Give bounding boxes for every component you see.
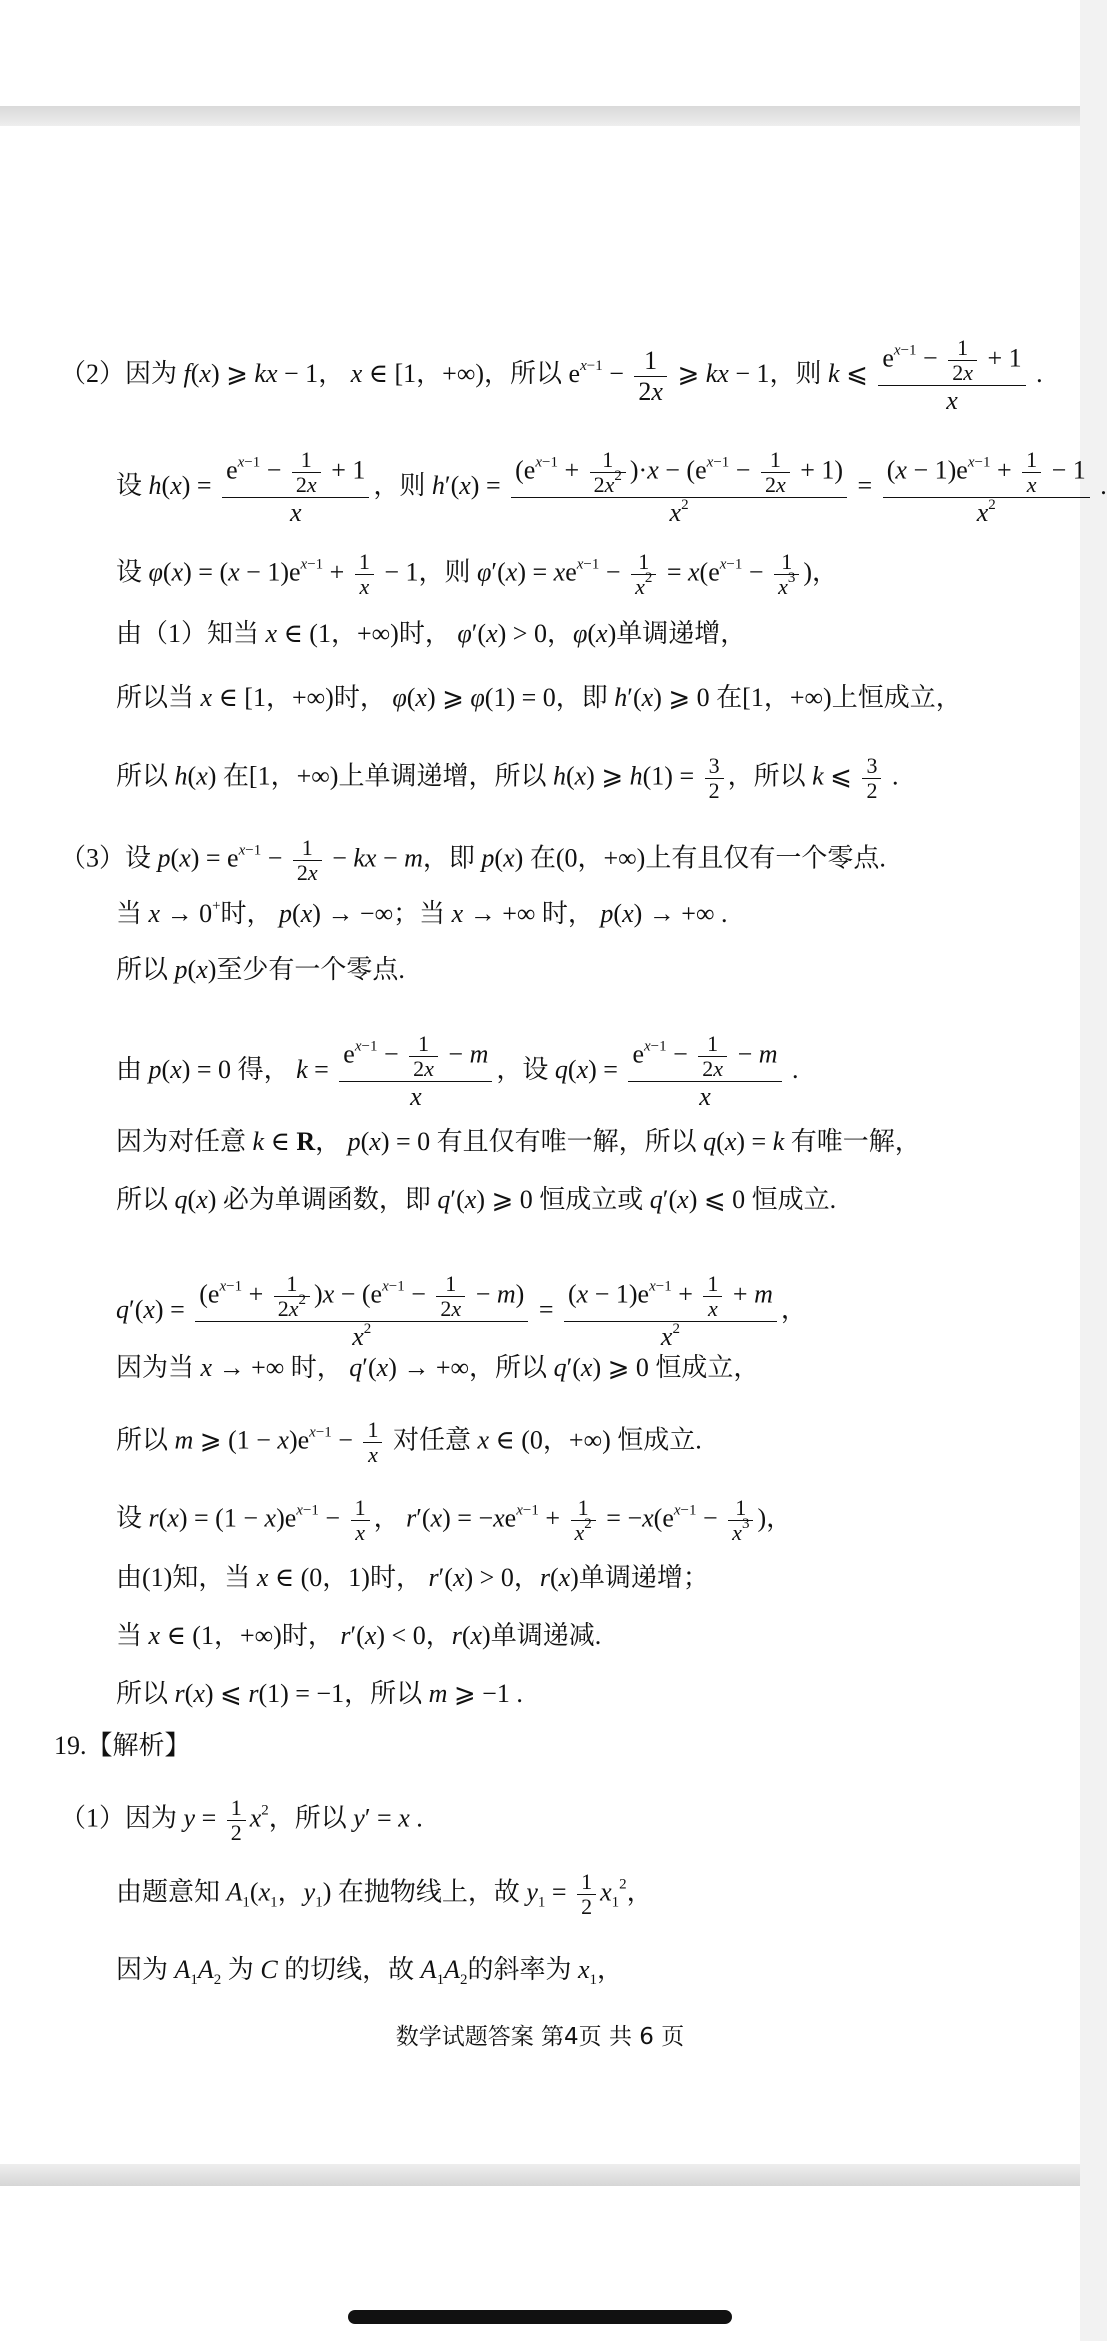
tangent-line: 因为 $A_1A_2$ 为 C 的切线，故 $A_1A_2$的斜率为 $x_1$， xyxy=(116,1955,624,1988)
page-footer: 数学试题答案 第4页 共 6 页 xyxy=(395,2024,685,2050)
qprime-limit-line: 因为当 x → +∞ 时， q′(x) → +∞，所以 q′(x) ⩾ 0 恒成立， xyxy=(116,1353,760,1382)
hprime-line: 所以当 x ∈ [1，+∞)时， φ(x) ⩾ φ(1) = 0，即 h′(x) ⩾ 0 在[1，+∞)上恒成立， xyxy=(116,683,962,712)
limits-line: 当 x → 0+时， p(x) → −∞；当 x → +∞ 时， p(x) → +∞ . xyxy=(116,898,728,928)
part2-line: （2）因为 f(x) ⩾ kx − 1， x ∈ [1，+∞)，所以 $e^{x-1}$ − $\frac{1}{2x}$ ⩾ kx − 1，则 k ⩽ $e^{x-1}$ − $\frac{1}{2x}$ + 1 x . xyxy=(60,335,1043,415)
point-on-parabola-line: 由题意知 $A_1(x_1$，$y_1$) 在抛物线上，故 $y_1$ = $\frac{1}{2}$ $x_1^2$， xyxy=(116,1869,653,1919)
m-result-line: 所以 r(x) ⩽ r(1) = −1，所以 m ⩾ −1 . xyxy=(116,1679,523,1708)
zero-exists-line: 所以 p(x)至少有一个零点. xyxy=(116,955,405,984)
page-gap-top xyxy=(0,106,1080,126)
home-indicator[interactable] xyxy=(348,2310,732,2324)
k-bound-line: 所以 h(x) 在[1，+∞)上单调递增，所以 h(x) ⩾ h(1) = $\frac{3}{2}$ ，所以 k ⩽ $\frac{3}{2}$ . xyxy=(116,753,899,803)
part3-label: （3）设 xyxy=(60,843,152,873)
r-increase-line: 由(1)知，当 x ∈ (0，1)时， r′(x) > 0，r(x)单调递增； xyxy=(116,1563,709,1592)
part2-label: （2）因为 xyxy=(60,358,178,388)
unique-solution-line: 因为对任意 k ∈ R， p(x) = 0 有且仅有唯一解，所以 q(x) = k 有唯一解， xyxy=(116,1127,921,1156)
rx-line: 设 $r(x) = (1 - x)e^{x-1}$ − $\frac{1}{x}$ ， $r'(x) = -xe^{x-1}$ + $\frac{1}{x^2}$ = $-x(e^{x-1}$ − $\frac{1}{x^3}$ )， xyxy=(116,1495,793,1545)
hx-line: 设 h(x) = $e^{x-1}$ − $\frac{1}{2x}$ + 1 x ，则 h′(x) = ($e^{x-1}$ + $\frac{1}{2x^2}$ )$\cdot x - (e^{x-1}$ − $\frac{1}{2x}$ + 1) $x^2$ = $(x - 1)e^{x-1}$ + $\frac{1}{x}$ − 1 $x^2$ . xyxy=(116,447,1107,527)
top-bar xyxy=(0,0,1080,106)
qprime-line: q′(x) = ($e^{x-1}$ + $\frac{1}{2x^2}$ )$x - (e^{x-1}$ − $\frac{1}{2x}$ − m) $x^2$ = $(x - 1)e^{x-1}$ + $\frac{1}{x}$ + m $x^2$ ， xyxy=(116,1271,807,1351)
q19-heading: 19.【解析】 xyxy=(54,1731,191,1760)
q19-part1-line: （1）因为 y = $\frac{1}{2}$ $x^2$，所以 y′ = x . xyxy=(60,1795,423,1845)
phi-monotone-line: 由（1）知当 x ∈ (1，+∞)时， φ′(x) > 0，φ(x)单调递增， xyxy=(116,619,747,648)
k-expression-line: 由 p(x) = 0 得， k = $e^{x-1}$ − $\frac{1}{2x}$ − m x ，设 q(x) = $e^{x-1}$ − $\frac{1}{2x}$ − m x . xyxy=(116,1031,799,1111)
monotone-line: 所以 q(x) 必为单调函数，即 q′(x) ⩾ 0 恒成立或 q′(x) ⩽ 0 恒成立. xyxy=(116,1185,837,1214)
page-gap-bottom xyxy=(0,2164,1080,2186)
phi-line: 设 $\varphi(x) = (x - 1)e^{x-1}$ + $\frac{1}{x}$ − 1，则 $\varphi'(x) = xe^{x-1}$ − $\frac{1}{x^2}$ = $x(e^{x-1}$ − $\frac{1}{x^3}$ )， xyxy=(116,549,838,599)
r-decrease-line: 当 x ∈ (1，+∞)时， r′(x) < 0，r(x)单调递减. xyxy=(116,1621,602,1650)
m-condition-line: 所以 m ⩾ $(1 - x)e^{x-1}$ − $\frac{1}{x}$ 对任意 x ∈ (0，+∞) 恒成立. xyxy=(116,1417,702,1467)
part3-line: （3）设 $p(x) = e^{x-1}$ − $\frac{1}{2x}$ − kx − m，即 p(x) 在(0，+∞)上有且仅有一个零点. xyxy=(60,835,886,885)
